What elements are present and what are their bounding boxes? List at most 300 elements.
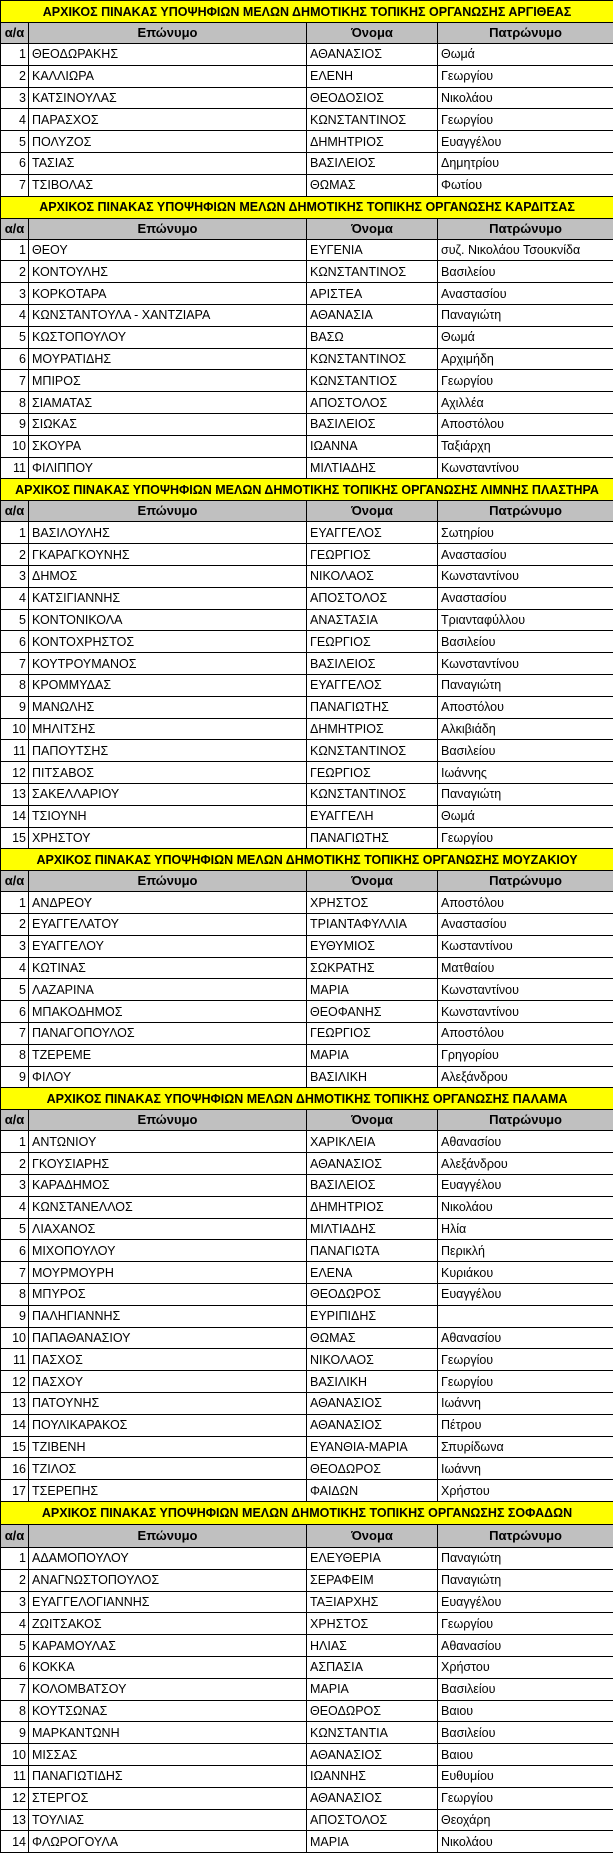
- surname-cell: ΚΩΣΤΟΠΟΥΛΟΥ: [29, 326, 307, 348]
- row-number: 1: [1, 1131, 29, 1153]
- header-row: [1, 23, 613, 44]
- section-title: ΑΡΧΙΚΟΣ ΠΙΝΑΚΑΣ ΥΠΟΨΗΦΙΩΝ ΜΕΛΩΝ ΔΗΜΟΤΙΚΗΣ ΤΟΠΙΚΗΣ ΟΡΓΑΝΩΣΗΣ ΜΟΥΖΑΚΙΟΥ: [1, 849, 613, 871]
- patronymic-cell: Σπυρίδωνα: [438, 1436, 613, 1458]
- patronymic-cell: Αρχιμήδη: [438, 348, 613, 370]
- name-cell: ΠΑΝΑΓΙΩΤΑ: [307, 1240, 438, 1262]
- patronymic-cell: Θωμά: [438, 44, 613, 66]
- name-cell: ΒΑΣΩ: [307, 326, 438, 348]
- row-number: 13: [1, 783, 29, 805]
- table-row: [1, 783, 613, 805]
- header-surname: Επώνυμο: [29, 23, 307, 44]
- name-cell: ΒΑΣΙΛΙΚΗ: [307, 1371, 438, 1393]
- table-row: [1, 892, 613, 914]
- patronymic-cell: Ιωάννη: [438, 1393, 613, 1415]
- patronymic-cell: Χρήστου: [438, 1657, 613, 1679]
- header-name: Όνομα: [307, 871, 438, 892]
- table-row: [1, 1635, 613, 1657]
- patronymic-cell: Αναστασίου: [438, 914, 613, 936]
- table-row: [1, 152, 613, 174]
- patronymic-cell: Βασιλείου: [438, 740, 613, 762]
- row-number: 4: [1, 957, 29, 979]
- surname-cell: ΓΚΟΥΣΙΑΡΗΣ: [29, 1153, 307, 1175]
- header-patronymic: Πατρώνυμο: [438, 23, 613, 44]
- patronymic-cell: συζ. Νικολάου Τσουκνίδα: [438, 239, 613, 261]
- table-row: [1, 1657, 613, 1679]
- row-number: 1: [1, 522, 29, 544]
- surname-cell: ΜΟΥΡΜΟΥΡΗ: [29, 1262, 307, 1284]
- surname-cell: ΘΕΟΔΩΡΑΚΗΣ: [29, 44, 307, 66]
- surname-cell: ΚΟΝΤΟΝΙΚΟΛΑ: [29, 609, 307, 631]
- row-number: 5: [1, 609, 29, 631]
- surname-cell: ΠΑΣΧΟΣ: [29, 1349, 307, 1371]
- surname-cell: ΓΚΑΡΑΓΚΟΥΝΗΣ: [29, 544, 307, 566]
- surname-cell: ΤΖΙΛΟΣ: [29, 1458, 307, 1480]
- name-cell: ΑΘΑΝΑΣΙΟΣ: [307, 1744, 438, 1766]
- section-title-row: [1, 1, 613, 23]
- row-number: 7: [1, 174, 29, 196]
- table-row: [1, 87, 613, 109]
- section-title: ΑΡΧΙΚΟΣ ΠΙΝΑΚΑΣ ΥΠΟΨΗΦΙΩΝ ΜΕΛΩΝ ΔΗΜΟΤΙΚΗΣ ΤΟΠΙΚΗΣ ΟΡΓΑΝΩΣΗΣ ΣΟΦΑΔΩΝ: [1, 1502, 613, 1525]
- row-number: 6: [1, 631, 29, 653]
- table-row: [1, 674, 613, 696]
- patronymic-cell: Πέτρου: [438, 1414, 613, 1436]
- table-row: [1, 609, 613, 631]
- name-cell: ΘΩΜΑΣ: [307, 1327, 438, 1349]
- name-cell: ΕΥΑΝΘΙΑ-ΜΑΡΙΑ: [307, 1436, 438, 1458]
- row-number: 3: [1, 565, 29, 587]
- surname-cell: ΠΑΡΑΣΧΟΣ: [29, 109, 307, 131]
- surname-cell: ΣΑΚΕΛΛΑΡΙΟΥ: [29, 783, 307, 805]
- row-number: 7: [1, 1678, 29, 1700]
- row-number: 6: [1, 1240, 29, 1262]
- header-name: Όνομα: [307, 1110, 438, 1131]
- table-row: [1, 631, 613, 653]
- row-number: 7: [1, 1262, 29, 1284]
- patronymic-cell: Παναγιώτη: [438, 1548, 613, 1570]
- surname-cell: ΖΩΙΤΣΑΚΟΣ: [29, 1613, 307, 1635]
- patronymic-cell: Σωτηρίου: [438, 522, 613, 544]
- table-row: [1, 740, 613, 762]
- row-number: 10: [1, 718, 29, 740]
- row-number: 1: [1, 1548, 29, 1570]
- header-patronymic: Πατρώνυμο: [438, 1525, 613, 1548]
- name-cell: ΒΑΣΙΛΕΙΟΣ: [307, 1175, 438, 1197]
- patronymic-cell: Ευαγγέλου: [438, 1284, 613, 1306]
- table-row: [1, 914, 613, 936]
- row-number: 9: [1, 413, 29, 435]
- name-cell: ΜΑΡΙΑ: [307, 1831, 438, 1853]
- header-patronymic: Πατρώνυμο: [438, 218, 613, 239]
- header-name: Όνομα: [307, 501, 438, 522]
- row-number: 8: [1, 1284, 29, 1306]
- name-cell: ΙΩΑΝΝΗΣ: [307, 1765, 438, 1787]
- table-row: [1, 805, 613, 827]
- patronymic-cell: Αποστόλου: [438, 696, 613, 718]
- name-cell: ΓΕΩΡΓΙΟΣ: [307, 1023, 438, 1045]
- patronymic-cell: Γεωργίου: [438, 1787, 613, 1809]
- name-cell: ΘΕΟΔΟΣΙΟΣ: [307, 87, 438, 109]
- name-cell: ΑΝΑΣΤΑΣΙΑ: [307, 609, 438, 631]
- table-row: [1, 1175, 613, 1197]
- surname-cell: ΛΑΖΑΡΙΝΑ: [29, 979, 307, 1001]
- name-cell: ΒΑΣΙΛΕΙΟΣ: [307, 653, 438, 675]
- patronymic-cell: Αποστόλου: [438, 892, 613, 914]
- row-number: 6: [1, 1657, 29, 1679]
- row-number: 11: [1, 457, 29, 479]
- surname-cell: ΠΑΣΧΟΥ: [29, 1371, 307, 1393]
- patronymic-cell: Αναστασίου: [438, 283, 613, 305]
- row-number: 5: [1, 131, 29, 153]
- surname-cell: ΠΑΝΑΓΙΩΤΙΔΗΣ: [29, 1765, 307, 1787]
- surname-cell: ΤΖΙΒΕΝΗ: [29, 1436, 307, 1458]
- surname-cell: ΚΑΡΑΔΗΜΟΣ: [29, 1175, 307, 1197]
- surname-cell: ΜΠΙΡΟΣ: [29, 370, 307, 392]
- table-row: [1, 1591, 613, 1613]
- table-row: [1, 979, 613, 1001]
- name-cell: ΜΑΡΙΑ: [307, 979, 438, 1001]
- name-cell: ΕΥΑΓΓΕΛΟΣ: [307, 674, 438, 696]
- name-cell: ΕΛΕΥΘΕΡΙΑ: [307, 1548, 438, 1570]
- row-number: 3: [1, 1175, 29, 1197]
- patronymic-cell: Κωνσταντίνου: [438, 1001, 613, 1023]
- patronymic-cell: Βασιλείου: [438, 631, 613, 653]
- header-surname: Επώνυμο: [29, 218, 307, 239]
- surname-cell: ΤΣΕΡΕΠΗΣ: [29, 1480, 307, 1502]
- row-number: 9: [1, 696, 29, 718]
- row-number: 14: [1, 805, 29, 827]
- patronymic-cell: Αχιλλέα: [438, 392, 613, 414]
- row-number: 13: [1, 1809, 29, 1831]
- patronymic-cell: Γεωργίου: [438, 1613, 613, 1635]
- surname-cell: ΚΟΛΟΜΒΑΤΣΟΥ: [29, 1678, 307, 1700]
- section-title-row: [1, 479, 613, 501]
- row-number: 5: [1, 326, 29, 348]
- patronymic-cell: Δημητρίου: [438, 152, 613, 174]
- table-row: [1, 1393, 613, 1415]
- header-row: [1, 501, 613, 522]
- surname-cell: ΚΑΤΣΙΝΟΥΛΑΣ: [29, 87, 307, 109]
- name-cell: ΕΥΘΥΜΙΟΣ: [307, 935, 438, 957]
- table-row: [1, 1722, 613, 1744]
- patronymic-cell: Κωνσταντίνου: [438, 653, 613, 675]
- table-row: [1, 1218, 613, 1240]
- surname-cell: ΠΑΤΟΥΝΗΣ: [29, 1393, 307, 1415]
- name-cell: ΑΘΑΝΑΣΙΟΣ: [307, 1414, 438, 1436]
- row-number: 8: [1, 1044, 29, 1066]
- patronymic-cell: Ευθυμίου: [438, 1765, 613, 1787]
- table-row: [1, 1371, 613, 1393]
- table-row: [1, 1153, 613, 1175]
- name-cell: ΝΙΚΟΛΑΟΣ: [307, 1349, 438, 1371]
- surname-cell: ΚΟΝΤΟΥΛΗΣ: [29, 261, 307, 283]
- surname-cell: ΜΠΑΚΟΔΗΜΟΣ: [29, 1001, 307, 1023]
- table-row: [1, 44, 613, 66]
- table-row: [1, 1284, 613, 1306]
- name-cell: ΕΛΕΝΗ: [307, 65, 438, 87]
- patronymic-cell: Αναστασίου: [438, 587, 613, 609]
- name-cell: ΑΠΟΣΤΟΛΟΣ: [307, 587, 438, 609]
- row-number: 7: [1, 1023, 29, 1045]
- name-cell: ΚΩΝΣΤΑΝΤΙΟΣ: [307, 370, 438, 392]
- row-number: 2: [1, 65, 29, 87]
- table-row: [1, 304, 613, 326]
- name-cell: ΕΥΑΓΓΕΛΟΣ: [307, 522, 438, 544]
- name-cell: ΒΑΣΙΛΕΙΟΣ: [307, 413, 438, 435]
- table-row: [1, 239, 613, 261]
- name-cell: ΜΑΡΙΑ: [307, 1678, 438, 1700]
- row-number: 17: [1, 1480, 29, 1502]
- surname-cell: ΕΥΑΓΓΕΛΟΓΙΑΝΝΗΣ: [29, 1591, 307, 1613]
- name-cell: ΚΩΝΣΤΑΝΤΙΝΟΣ: [307, 348, 438, 370]
- name-cell: ΜΑΡΙΑ: [307, 1044, 438, 1066]
- name-cell: ΑΡΙΣΤΕΑ: [307, 283, 438, 305]
- surname-cell: ΤΖΕΡΕΜΕ: [29, 1044, 307, 1066]
- row-number: 4: [1, 1613, 29, 1635]
- row-number: 15: [1, 1436, 29, 1458]
- name-cell: ΚΩΝΣΤΑΝΤΙΝΟΣ: [307, 783, 438, 805]
- table-row: [1, 435, 613, 457]
- table-row: [1, 1349, 613, 1371]
- patronymic-cell: Ευαγγέλου: [438, 1175, 613, 1197]
- row-number: 13: [1, 1393, 29, 1415]
- row-number: 3: [1, 283, 29, 305]
- name-cell: ΑΘΑΝΑΣΙΑ: [307, 304, 438, 326]
- surname-cell: ΑΝΔΡΕΟΥ: [29, 892, 307, 914]
- surname-cell: ΕΥΑΓΓΕΛΟΥ: [29, 935, 307, 957]
- name-cell: ΑΠΟΣΤΟΛΟΣ: [307, 1809, 438, 1831]
- surname-cell: ΑΔΑΜΟΠΟΥΛΟΥ: [29, 1548, 307, 1570]
- patronymic-cell: Νικολάου: [438, 87, 613, 109]
- table-row: [1, 1044, 613, 1066]
- name-cell: ΤΑΞΙΑΡΧΗΣ: [307, 1591, 438, 1613]
- table-row: [1, 1569, 613, 1591]
- name-cell: ΓΕΩΡΓΙΟΣ: [307, 544, 438, 566]
- surname-cell: ΚΟΡΚΟΤΑΡΑ: [29, 283, 307, 305]
- surname-cell: ΠΙΤΣΑΒΟΣ: [29, 762, 307, 784]
- name-cell: ΚΩΝΣΤΑΝΤΙΝΟΣ: [307, 109, 438, 131]
- surname-cell: ΚΩΤΙΝΑΣ: [29, 957, 307, 979]
- surname-cell: ΠΑΝΑΓΟΠΟΥΛΟΣ: [29, 1023, 307, 1045]
- name-cell: ΔΗΜΗΤΡΙΟΣ: [307, 131, 438, 153]
- header-surname: Επώνυμο: [29, 871, 307, 892]
- row-number: 5: [1, 1218, 29, 1240]
- table-row: [1, 1744, 613, 1766]
- table-row: [1, 544, 613, 566]
- row-number: 4: [1, 304, 29, 326]
- table-row: [1, 522, 613, 544]
- patronymic-cell: Βαιου: [438, 1700, 613, 1722]
- patronymic-cell: Κωνσταντίνου: [438, 457, 613, 479]
- patronymic-cell: Χρήστου: [438, 1480, 613, 1502]
- patronymic-cell: Βασιλείου: [438, 1722, 613, 1744]
- surname-cell: ΤΑΣΙΑΣ: [29, 152, 307, 174]
- surname-cell: ΦΙΛΟΥ: [29, 1066, 307, 1088]
- table-row: [1, 1240, 613, 1262]
- patronymic-cell: Ευαγγέλου: [438, 1591, 613, 1613]
- name-cell: ΠΑΝΑΓΙΩΤΗΣ: [307, 696, 438, 718]
- surname-cell: ΠΟΛΥΖΟΣ: [29, 131, 307, 153]
- header-patronymic: Πατρώνυμο: [438, 871, 613, 892]
- table-row: [1, 653, 613, 675]
- row-number: 4: [1, 1196, 29, 1218]
- patronymic-cell: Γεωργίου: [438, 65, 613, 87]
- name-cell: ΧΡΗΣΤΟΣ: [307, 892, 438, 914]
- patronymic-cell: Ταξιάρχη: [438, 435, 613, 457]
- surname-cell: ΜΗΛΙΤΣΗΣ: [29, 718, 307, 740]
- patronymic-cell: Παναγιώτη: [438, 783, 613, 805]
- surname-cell: ΠΟΥΛΙΚΑΡΑΚΟΣ: [29, 1414, 307, 1436]
- header-surname: Επώνυμο: [29, 501, 307, 522]
- table-row: [1, 718, 613, 740]
- row-number: 11: [1, 1349, 29, 1371]
- patronymic-cell: Αθανασίου: [438, 1327, 613, 1349]
- surname-cell: ΜΠΥΡΟΣ: [29, 1284, 307, 1306]
- row-number: 7: [1, 370, 29, 392]
- patronymic-cell: [438, 1305, 613, 1327]
- row-number: 9: [1, 1066, 29, 1088]
- table-row: [1, 326, 613, 348]
- table-row: [1, 1436, 613, 1458]
- surname-cell: ΚΡΟΜΜΥΔΑΣ: [29, 674, 307, 696]
- patronymic-cell: Περικλή: [438, 1240, 613, 1262]
- surname-cell: ΣΤΕΡΓΟΣ: [29, 1787, 307, 1809]
- surname-cell: ΦΙΛΙΠΠΟΥ: [29, 457, 307, 479]
- section-title: ΑΡΧΙΚΟΣ ΠΙΝΑΚΑΣ ΥΠΟΨΗΦΙΩΝ ΜΕΛΩΝ ΔΗΜΟΤΙΚΗΣ ΤΟΠΙΚΗΣ ΟΡΓΑΝΩΣΗΣ ΑΡΓΙΘΕΑΣ: [1, 1, 613, 23]
- table-row: [1, 1765, 613, 1787]
- row-number: 3: [1, 87, 29, 109]
- table-row: [1, 1066, 613, 1088]
- name-cell: ΘΕΟΔΩΡΟΣ: [307, 1458, 438, 1480]
- name-cell: ΚΩΝΣΤΑΝΤΙΑ: [307, 1722, 438, 1744]
- patronymic-cell: Αλκιβιάδη: [438, 718, 613, 740]
- header-aa: α/α: [1, 871, 29, 892]
- name-cell: ΘΩΜΑΣ: [307, 174, 438, 196]
- patronymic-cell: Ηλία: [438, 1218, 613, 1240]
- surname-cell: ΑΝΑΓΝΩΣΤΟΠΟΥΛΟΣ: [29, 1569, 307, 1591]
- header-aa: α/α: [1, 1525, 29, 1548]
- name-cell: ΜΙΛΤΙΑΔΗΣ: [307, 457, 438, 479]
- table-row: [1, 109, 613, 131]
- surname-cell: ΚΩΝΣΤΑΝΕΛΛΟΣ: [29, 1196, 307, 1218]
- name-cell: ΑΘΑΝΑΣΙΟΣ: [307, 1153, 438, 1175]
- table-row: [1, 457, 613, 479]
- patronymic-cell: Αθανασίου: [438, 1635, 613, 1657]
- name-cell: ΑΘΑΝΑΣΙΟΣ: [307, 44, 438, 66]
- name-cell: ΚΩΝΣΤΑΝΤΙΝΟΣ: [307, 261, 438, 283]
- header-row: [1, 871, 613, 892]
- patronymic-cell: Ιωάννη: [438, 1458, 613, 1480]
- row-number: 2: [1, 1153, 29, 1175]
- table-row: [1, 1809, 613, 1831]
- name-cell: ΝΙΚΟΛΑΟΣ: [307, 565, 438, 587]
- patronymic-cell: Αλεξάνδρου: [438, 1066, 613, 1088]
- row-number: 1: [1, 44, 29, 66]
- name-cell: ΕΥΡΙΠΙΔΗΣ: [307, 1305, 438, 1327]
- header-aa: α/α: [1, 23, 29, 44]
- name-cell: ΚΩΝΣΤΑΝΤΙΝΟΣ: [307, 740, 438, 762]
- surname-cell: ΕΥΑΓΓΕΛΑΤΟΥ: [29, 914, 307, 936]
- surname-cell: ΚΟΚΚΑ: [29, 1657, 307, 1679]
- surname-cell: ΠΑΛΗΓΙΑΝΝΗΣ: [29, 1305, 307, 1327]
- name-cell: ΧΑΡΙΚΛΕΙΑ: [307, 1131, 438, 1153]
- name-cell: ΧΡΗΣΤΟΣ: [307, 1613, 438, 1635]
- name-cell: ΒΑΣΙΛΕΙΟΣ: [307, 152, 438, 174]
- surname-cell: ΤΣΙΟΥΝΗ: [29, 805, 307, 827]
- name-cell: ΓΕΩΡΓΙΟΣ: [307, 762, 438, 784]
- surname-cell: ΠΑΠΟΥΤΣΗΣ: [29, 740, 307, 762]
- patronymic-cell: Γρηγορίου: [438, 1044, 613, 1066]
- header-row: [1, 1525, 613, 1548]
- header-row: [1, 218, 613, 239]
- row-number: 12: [1, 1371, 29, 1393]
- row-number: 10: [1, 1744, 29, 1766]
- row-number: 8: [1, 392, 29, 414]
- header-patronymic: Πατρώνυμο: [438, 1110, 613, 1131]
- surname-cell: ΜΑΝΩΛΗΣ: [29, 696, 307, 718]
- table-row: [1, 1001, 613, 1023]
- surname-cell: ΣΙΑΜΑΤΑΣ: [29, 392, 307, 414]
- patronymic-cell: Αναστασίου: [438, 544, 613, 566]
- name-cell: ΑΣΠΑΣΙΑ: [307, 1657, 438, 1679]
- row-number: 10: [1, 435, 29, 457]
- name-cell: ΦΑΙΔΩΝ: [307, 1480, 438, 1502]
- surname-cell: ΒΑΣΙΛΟΥΛΗΣ: [29, 522, 307, 544]
- row-number: 5: [1, 979, 29, 1001]
- name-cell: ΠΑΝΑΓΙΩΤΗΣ: [307, 827, 438, 849]
- name-cell: ΘΕΟΔΩΡΟΣ: [307, 1284, 438, 1306]
- header-name: Όνομα: [307, 218, 438, 239]
- patronymic-cell: Θωμά: [438, 326, 613, 348]
- table-row: [1, 283, 613, 305]
- row-number: 2: [1, 544, 29, 566]
- surname-cell: ΘΕΟΥ: [29, 239, 307, 261]
- section-title-row: [1, 1088, 613, 1110]
- header-name: Όνομα: [307, 23, 438, 44]
- row-number: 4: [1, 587, 29, 609]
- row-number: 15: [1, 827, 29, 849]
- patronymic-cell: Αλεξάνδρου: [438, 1153, 613, 1175]
- table-row: [1, 174, 613, 196]
- table-row: [1, 1548, 613, 1570]
- row-number: 1: [1, 239, 29, 261]
- section-title-row: [1, 849, 613, 871]
- row-number: 11: [1, 740, 29, 762]
- surname-cell: ΑΝΤΩΝΙΟΥ: [29, 1131, 307, 1153]
- table-row: [1, 1262, 613, 1284]
- row-number: 16: [1, 1458, 29, 1480]
- header-aa: α/α: [1, 218, 29, 239]
- patronymic-cell: Παναγιώτη: [438, 304, 613, 326]
- row-number: 6: [1, 348, 29, 370]
- name-cell: ΑΘΑΝΑΣΙΟΣ: [307, 1787, 438, 1809]
- surname-cell: ΚΟΝΤΟΧΡΗΣΤΟΣ: [29, 631, 307, 653]
- header-row: [1, 1110, 613, 1131]
- row-number: 2: [1, 261, 29, 283]
- surname-cell: ΚΩΝΣΤΑΝΤΟΥΛΑ - ΧΑΝΤΖΙΑΡΑ: [29, 304, 307, 326]
- patronymic-cell: Θωμά: [438, 805, 613, 827]
- row-number: 14: [1, 1831, 29, 1853]
- row-number: 11: [1, 1765, 29, 1787]
- table-row: [1, 1678, 613, 1700]
- patronymic-cell: Νικολάου: [438, 1196, 613, 1218]
- row-number: 3: [1, 935, 29, 957]
- surname-cell: ΚΑΛΛΙΩΡΑ: [29, 65, 307, 87]
- table-row: [1, 1414, 613, 1436]
- table-row: [1, 1196, 613, 1218]
- patronymic-cell: Βασιλείου: [438, 1678, 613, 1700]
- patronymic-cell: Αποστόλου: [438, 413, 613, 435]
- name-cell: ΜΙΛΤΙΑΔΗΣ: [307, 1218, 438, 1240]
